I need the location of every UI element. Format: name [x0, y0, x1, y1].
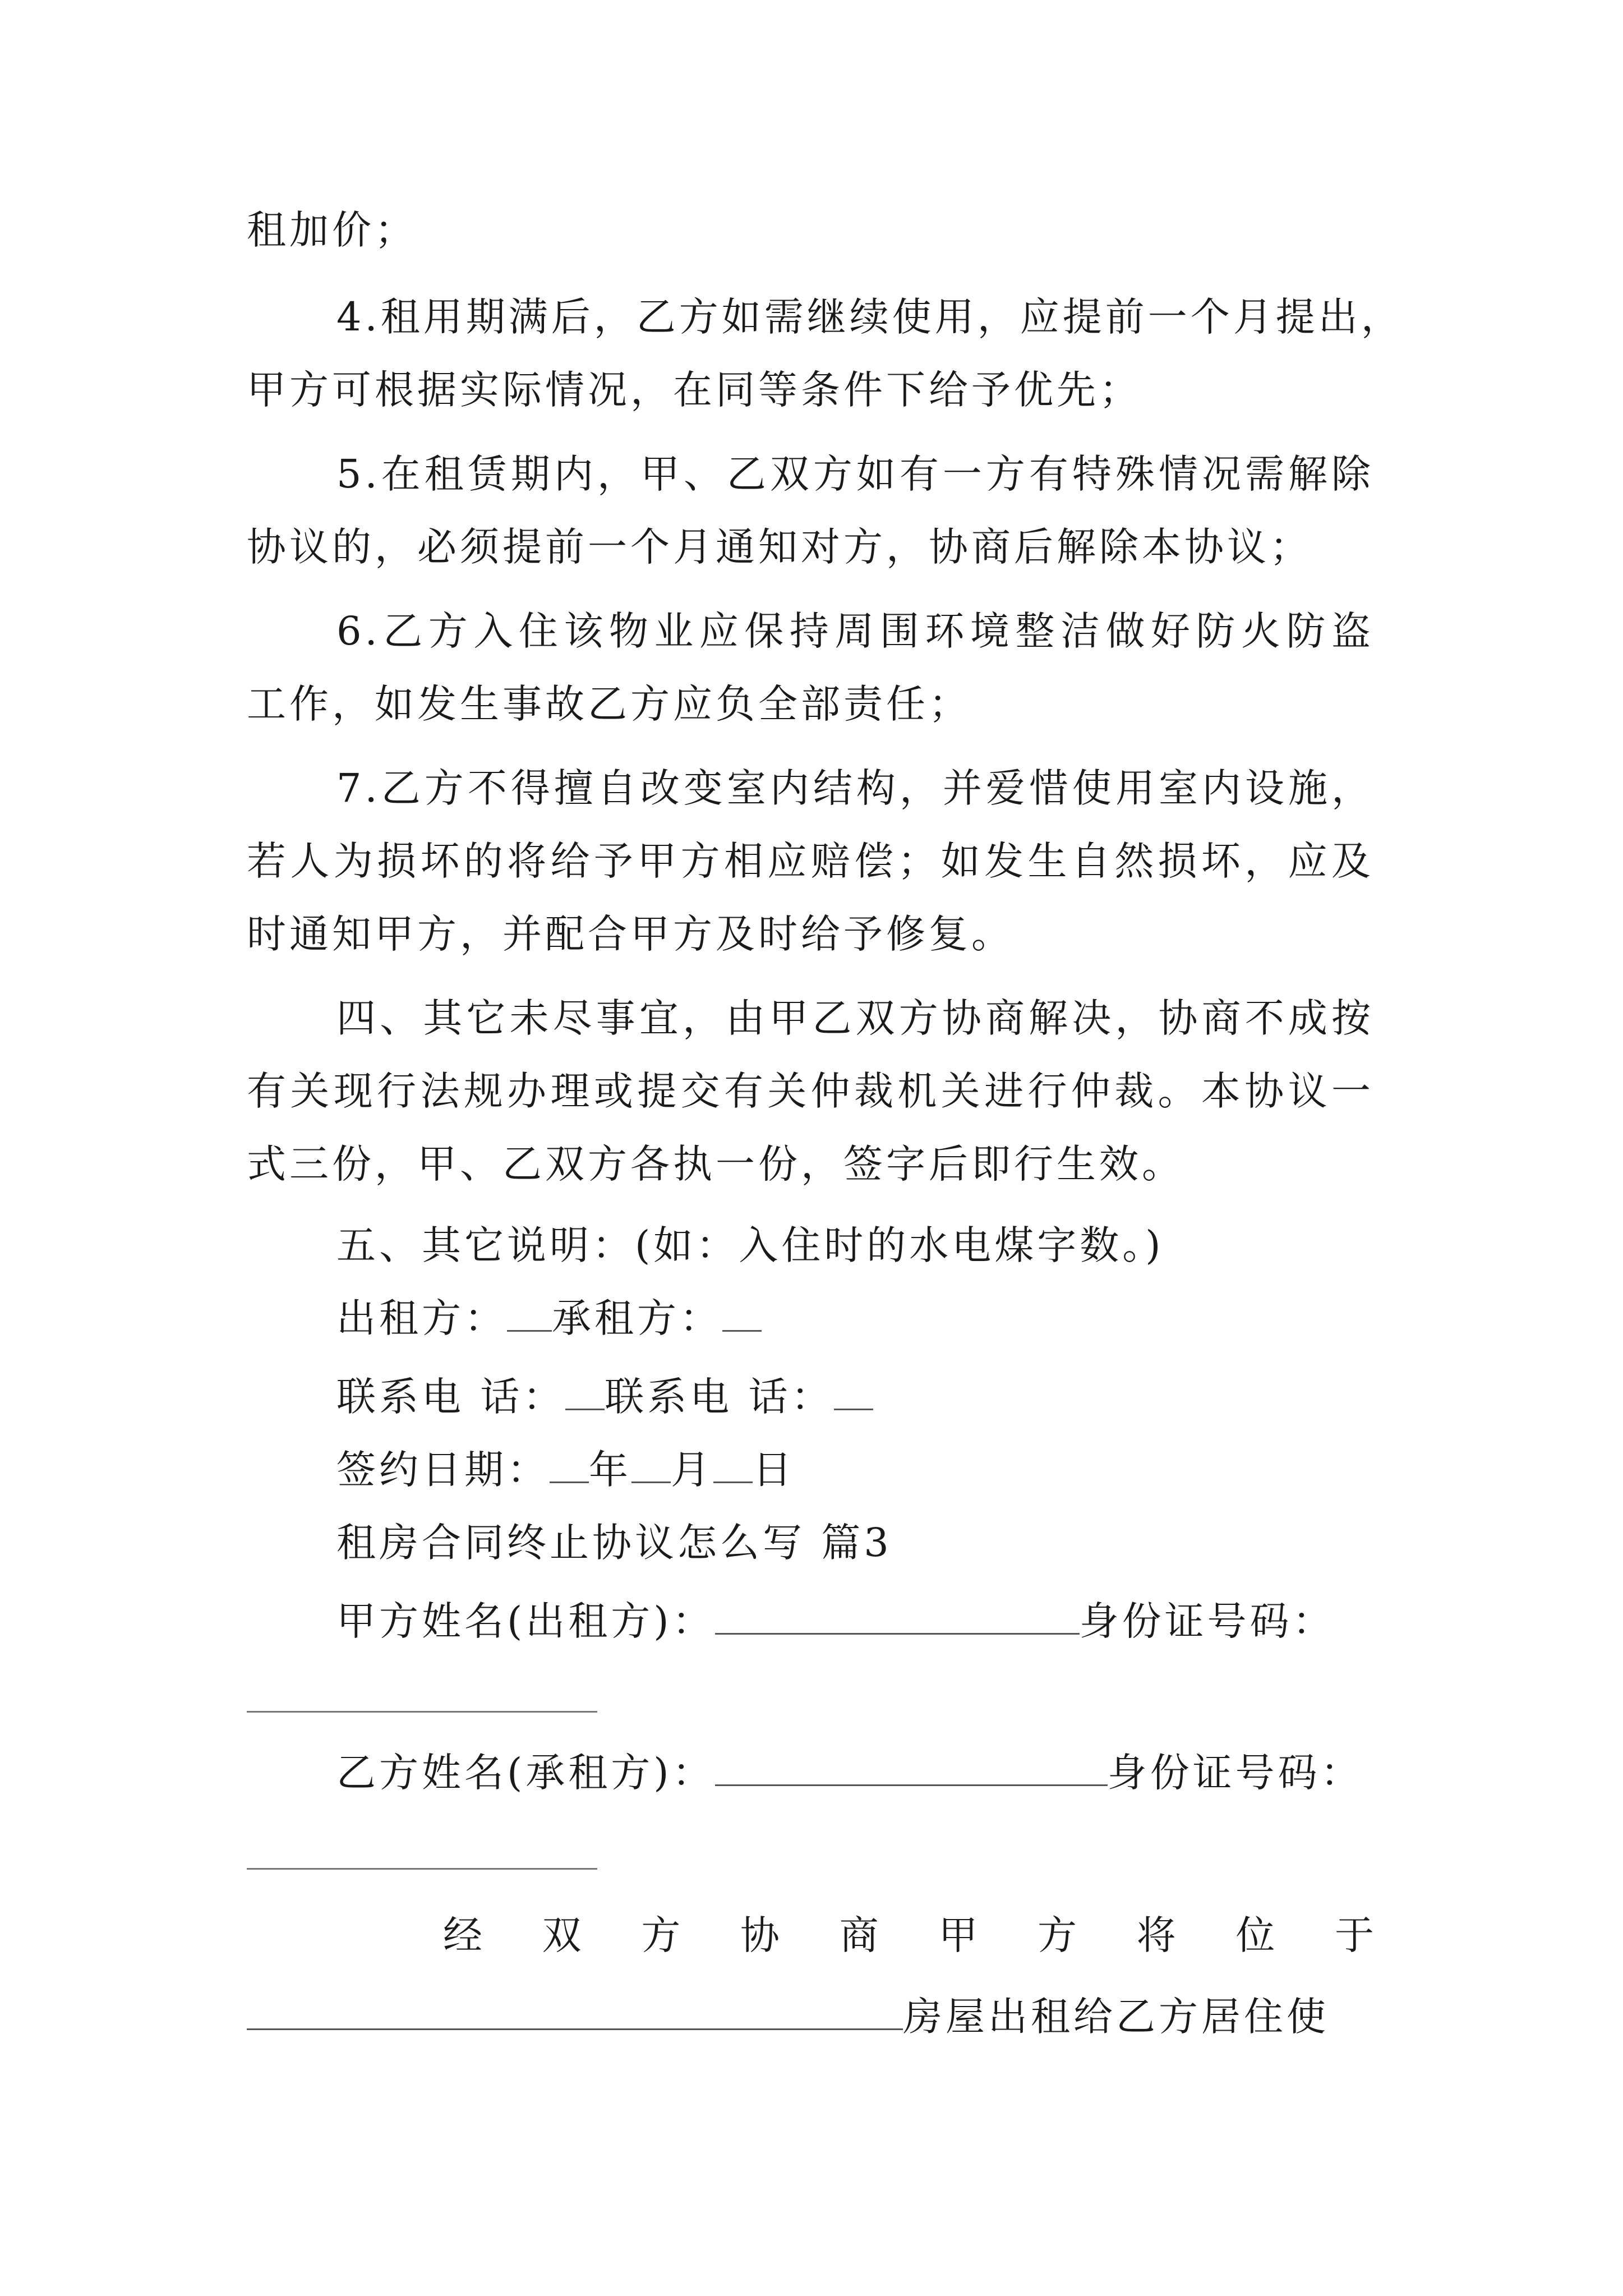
- phone-label-2: 联系电 话：: [605, 1374, 834, 1420]
- date-label: 签约日期：: [336, 1447, 550, 1493]
- month-label: 月: [671, 1447, 713, 1493]
- lessor-blank: [507, 1291, 552, 1332]
- section-4-line-2: 有关现行法规办理或提交有关仲裁机关进行仲裁。本协议一: [247, 1068, 1374, 1114]
- clause-4-line-2: 甲方可根据实际情况，在同等条件下给予优先；: [247, 367, 1142, 413]
- party-b-name-blank: [715, 1745, 1108, 1786]
- party-b-id-blank: [247, 1868, 597, 1870]
- party-a-line: [336, 1593, 1335, 1649]
- clause-5-line-1: 5.在租赁期内，甲、乙双方如有一方有特殊情况需解除: [336, 451, 1374, 497]
- phone-label-1: 联系电 话：: [336, 1374, 566, 1420]
- lessee-label: 承租方：: [552, 1295, 722, 1341]
- clause-4-line-1: 4.租用期满后，乙方如需继续使用，应提前一个月提出，: [336, 294, 1404, 340]
- section-5-line: 五、其它说明：(如：入住时的水电煤字数。): [336, 1222, 1164, 1268]
- party-a-name-blank: [715, 1594, 1080, 1635]
- id-label-b: 身份证号码：: [1107, 1750, 1363, 1796]
- party-b-line: [336, 1745, 1363, 1801]
- property-address-blank: [247, 1989, 903, 2030]
- agreement-line-1: 经双方协商甲方将位于: [443, 1912, 1374, 1958]
- phone-blank-2: [834, 1369, 873, 1410]
- party-a-label: 甲方姓名(出租方)：: [336, 1598, 715, 1644]
- lessee-blank: [722, 1291, 762, 1332]
- day-label: 日: [753, 1447, 795, 1493]
- month-blank: [631, 1442, 671, 1483]
- party-b-label: 乙方姓名(承租方)：: [336, 1750, 715, 1796]
- signature-parties-line: [336, 1290, 762, 1346]
- clause-6-line-2: 工作，如发生事故乙方应负全部责任；: [247, 681, 971, 727]
- section-4-line-1: 四、其它未尽事宜，由甲乙双方协商解决，协商不成按: [336, 995, 1374, 1041]
- clause-6-line-1: 6.乙方入住该物业应保持周围环境整洁做好防火防盗: [336, 608, 1374, 654]
- signature-phone-line: [336, 1369, 873, 1425]
- clause-7-line-2: 若人为损坏的将给予甲方相应赔偿；如发生自然损坏，应及: [247, 838, 1374, 884]
- agreement-line-2: [247, 1989, 1329, 2045]
- year-blank: [550, 1442, 589, 1483]
- section-heading: 租房合同终止协议怎么写 篇3: [336, 1520, 892, 1566]
- year-label: 年: [589, 1447, 631, 1493]
- signature-date-line: [336, 1442, 795, 1498]
- id-label-a: 身份证号码：: [1079, 1598, 1335, 1644]
- clause-5-line-2: 协议的，必须提前一个月通知对方，协商后解除本协议；: [247, 524, 1312, 570]
- text-line: 租加价；: [247, 207, 417, 253]
- agreement-line-2-text: 房屋出租给乙方居住使: [903, 1994, 1329, 2040]
- lessor-label: 出租方：: [336, 1295, 507, 1341]
- party-a-id-blank: [247, 1711, 597, 1713]
- clause-7-line-1: 7.乙方不得擅自改变室内结构，并爱惜使用室内设施，: [336, 765, 1374, 811]
- clause-7-line-3: 时通知甲方，并配合甲方及时给予修复。: [247, 911, 1014, 957]
- day-blank: [713, 1442, 753, 1483]
- phone-blank-1: [565, 1369, 605, 1410]
- section-4-line-3: 式三份，甲、乙双方各执一份，签字后即行生效。: [247, 1141, 1184, 1187]
